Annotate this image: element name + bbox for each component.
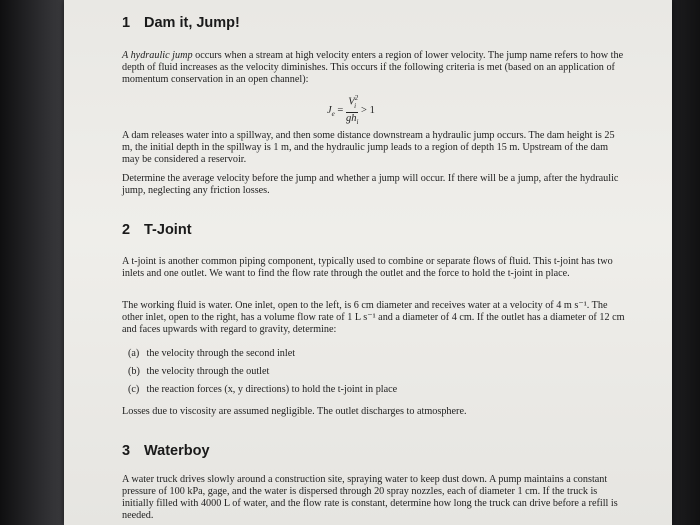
list-item-a-label: (a) [128, 348, 140, 359]
section-2-title: T-Joint [144, 222, 192, 238]
section-2-intro: A t-joint is another common piping component, typically used to combine or separate flows of fluid. This t-joint has two inlets and one outlet. We want to find the flow rate through the outlet and the force to hold the t-joint in place. [122, 256, 613, 279]
eq-lhs: J [327, 104, 332, 116]
section-1-intro-term: A hydraulic jump [122, 50, 193, 61]
section-2-heading [122, 222, 192, 238]
section-1-intro-text: occurs when a stream at high velocity enters a region of lower velocity. The jump name refers to how the depth of fluid increases as the velocity diminishes. This occurs if the following criteria is met (based on an application of momentum conservation in an open channel): [122, 50, 624, 85]
list-item-a-text: the velocity through the second inlet [146, 348, 296, 359]
eq-denominator: gh [345, 112, 357, 124]
jump-criterion-equation: $J_e$ = $\frac{V^2_i}{gh_i}$ > 1 [327, 94, 375, 126]
list-item-a [128, 348, 295, 359]
section-1-dam-paragraph: A dam releases water into a spillway, and then some distance downstream a hydraulic jump occurs. The dam height is 25 m, the initial depth in the spillway is 1 m, and the hydraulic jump leads to a region of depth 15 m. Upstream of the dam may be considered a reservoir. [122, 130, 615, 165]
list-item-c-text: the reaction forces (x, y directions) to hold the t-joint in place [146, 384, 398, 395]
eq-den-sub: i [356, 117, 359, 126]
document-page [64, 0, 672, 525]
section-3-intro: A water truck drives slowly around a construction site, spraying water to keep dust down. A pump maintains a constant pressure of 100 kPa, gage, and the water is dispersed through 20 spray nozzles, each of diameter 1 cm. If the truck is initially filled with 4000 L of water, and the flow rate is constant, determine how long the truck can drive before a refill is needed. [122, 474, 618, 521]
list-item-b-label: (b) [128, 366, 140, 377]
eq-fraction [346, 93, 358, 128]
section-3-number: 3 [122, 443, 131, 459]
eq-rhs: > 1 [361, 104, 375, 116]
eq-lhs-sub: e [331, 109, 335, 118]
section-2-fluid-paragraph: The working fluid is water. One inlet, open to the left, is 6 cm diameter and receives water at a velocity of 4 m s⁻¹. The other inlet, open to the right, has a volume flow rate of 1 L s⁻¹ and a diameter of 4 cm. If the outlet has a diameter of 12 cm and faces upwards with regard to gravity, determine: [122, 300, 625, 335]
list-item-c [128, 384, 397, 395]
section-2-number: 2 [122, 222, 131, 238]
eq-numerator: V [348, 96, 355, 108]
eq-num-sub: i [354, 101, 357, 110]
section-1-intro [122, 50, 627, 86]
section-2-losses-paragraph: Losses due to viscosity are assumed negligible. The outlet discharges to atmosphere. [122, 406, 467, 417]
list-item-b [128, 366, 269, 377]
eq-num-sup: 2 [354, 94, 359, 102]
section-1-title: Dam it, Jump! [144, 15, 240, 31]
section-3-title: Waterboy [144, 443, 210, 459]
section-3-heading [122, 443, 210, 459]
section-1-number: 1 [122, 15, 131, 31]
section-1-heading [122, 15, 240, 31]
list-item-c-label: (c) [128, 384, 140, 395]
section-1-task-paragraph: Determine the average velocity before the jump and whether a jump will occur. If there will be a jump, after the hydraulic jump, neglecting any friction losses. [122, 173, 619, 196]
list-item-b-text: the velocity through the outlet [146, 366, 270, 377]
